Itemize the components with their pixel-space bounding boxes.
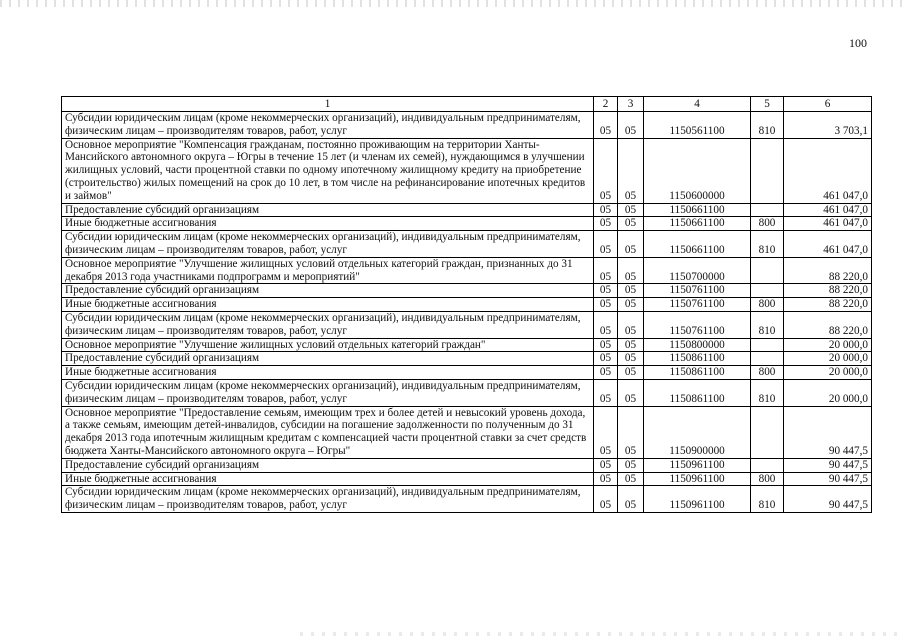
amount-cell: 3 703,1 [784, 112, 872, 139]
subsection-cell: 05 [618, 472, 644, 486]
table-row [62, 284, 872, 298]
expense-type-cell [751, 338, 784, 352]
subsection-cell: 05 [618, 486, 644, 513]
amount-cell: 90 447,5 [784, 406, 872, 458]
column-header: 1 [62, 97, 594, 112]
subsection-cell: 05 [618, 458, 644, 472]
section-cell: 05 [594, 231, 618, 258]
description-cell: Основное мероприятие "Предоставление семьям, имеющим трех и более детей и невысокий уровень дохода, а также семьям, имеющим детей-инвалидов, субсидии на погашение задолженности по полученным до 31 декабря 2013 года ипотечным жилищным кредитам с компенсацией части процентной ставки за счет средств бюджета Ханты-Мансийского автономного округа – Югры" [62, 406, 594, 458]
expense-type-cell [751, 257, 784, 284]
amount-cell: 461 047,0 [784, 217, 872, 231]
table-row [62, 472, 872, 486]
target-article-cell: 1150661100 [644, 231, 751, 258]
table-row [62, 379, 872, 406]
table-row [62, 338, 872, 352]
scan-edge-bottom [300, 632, 900, 636]
expense-type-cell: 800 [751, 298, 784, 312]
column-header: 5 [751, 97, 784, 112]
amount-cell: 88 220,0 [784, 284, 872, 298]
description-cell: Субсидии юридическим лицам (кроме некоммерческих организаций), индивидуальным предпринимателям, физическим лицам – производителям товаров, работ, услуг [62, 486, 594, 513]
section-cell: 05 [594, 406, 618, 458]
expense-type-cell [751, 458, 784, 472]
section-cell: 05 [594, 338, 618, 352]
target-article-cell: 1150661100 [644, 203, 751, 217]
table-row [62, 406, 872, 458]
section-cell: 05 [594, 257, 618, 284]
amount-cell: 461 047,0 [784, 203, 872, 217]
expense-type-cell: 800 [751, 472, 784, 486]
section-cell: 05 [594, 366, 618, 380]
section-cell: 05 [594, 472, 618, 486]
target-article-cell: 1150861100 [644, 352, 751, 366]
section-cell: 05 [594, 298, 618, 312]
target-article-cell: 1150561100 [644, 112, 751, 139]
table-row [62, 257, 872, 284]
expense-type-cell: 810 [751, 112, 784, 139]
subsection-cell: 05 [618, 217, 644, 231]
subsection-cell: 05 [618, 311, 644, 338]
description-cell: Субсидии юридическим лицам (кроме некоммерческих организаций), индивидуальным предпринимателям, физическим лицам – производителям товаров, работ, услуг [62, 379, 594, 406]
header-row [62, 97, 872, 112]
expense-type-cell: 800 [751, 366, 784, 380]
description-cell: Субсидии юридическим лицам (кроме некоммерческих организаций), индивидуальным предпринимателям, физическим лицам – производителям товаров, работ, услуг [62, 112, 594, 139]
expense-type-cell [751, 284, 784, 298]
amount-cell: 20 000,0 [784, 338, 872, 352]
amount-cell: 88 220,0 [784, 257, 872, 284]
section-cell: 05 [594, 486, 618, 513]
scan-edge-top [0, 0, 905, 7]
table-row [62, 203, 872, 217]
target-article-cell: 1150761100 [644, 298, 751, 312]
section-cell: 05 [594, 379, 618, 406]
expense-type-cell: 810 [751, 486, 784, 513]
target-article-cell: 1150761100 [644, 311, 751, 338]
section-cell: 05 [594, 458, 618, 472]
description-cell: Основное мероприятие "Улучшение жилищных условий отдельных категорий граждан, признанных до 31 декабря 2013 года участниками подпрограмм и мероприятий" [62, 257, 594, 284]
budget-table [61, 96, 872, 513]
table-row [62, 298, 872, 312]
description-cell: Предоставление субсидий организациям [62, 284, 594, 298]
target-article-cell: 1150900000 [644, 406, 751, 458]
table-row [62, 458, 872, 472]
amount-cell: 90 447,5 [784, 458, 872, 472]
table-row [62, 112, 872, 139]
target-article-cell: 1150861100 [644, 366, 751, 380]
subsection-cell: 05 [618, 352, 644, 366]
target-article-cell: 1150700000 [644, 257, 751, 284]
column-header: 4 [644, 97, 751, 112]
description-cell: Иные бюджетные ассигнования [62, 217, 594, 231]
target-article-cell: 1150861100 [644, 379, 751, 406]
amount-cell: 20 000,0 [784, 352, 872, 366]
target-article-cell: 1150961100 [644, 472, 751, 486]
description-cell: Основное мероприятие "Улучшение жилищных условий отдельных категорий граждан" [62, 338, 594, 352]
subsection-cell: 05 [618, 257, 644, 284]
table-row [62, 217, 872, 231]
page-number: 100 [849, 36, 867, 50]
column-header: 6 [784, 97, 872, 112]
subsection-cell: 05 [618, 284, 644, 298]
target-article-cell: 1150661100 [644, 217, 751, 231]
subsection-cell: 05 [618, 366, 644, 380]
amount-cell: 461 047,0 [784, 138, 872, 203]
description-cell: Субсидии юридическим лицам (кроме некоммерческих организаций), индивидуальным предпринимателям, физическим лицам – производителям товаров, работ, услуг [62, 311, 594, 338]
target-article-cell: 1150761100 [644, 284, 751, 298]
expense-type-cell [751, 203, 784, 217]
expense-type-cell: 810 [751, 311, 784, 338]
table-row [62, 352, 872, 366]
table-row [62, 486, 872, 513]
section-cell: 05 [594, 112, 618, 139]
description-cell: Иные бюджетные ассигнования [62, 298, 594, 312]
description-cell: Иные бюджетные ассигнования [62, 472, 594, 486]
subsection-cell: 05 [618, 298, 644, 312]
amount-cell: 90 447,5 [784, 486, 872, 513]
target-article-cell: 1150800000 [644, 338, 751, 352]
section-cell: 05 [594, 203, 618, 217]
subsection-cell: 05 [618, 112, 644, 139]
table-row [62, 231, 872, 258]
table-row [62, 366, 872, 380]
section-cell: 05 [594, 138, 618, 203]
description-cell: Предоставление субсидий организациям [62, 458, 594, 472]
expense-type-cell: 810 [751, 379, 784, 406]
subsection-cell: 05 [618, 379, 644, 406]
expense-type-cell [751, 138, 784, 203]
description-cell: Предоставление субсидий организациям [62, 352, 594, 366]
expense-type-cell: 800 [751, 217, 784, 231]
subsection-cell: 05 [618, 203, 644, 217]
column-header: 2 [594, 97, 618, 112]
description-cell: Субсидии юридическим лицам (кроме некоммерческих организаций), индивидуальным предпринимателям, физическим лицам – производителям товаров, работ, услуг [62, 231, 594, 258]
description-cell: Предоставление субсидий организациям [62, 203, 594, 217]
subsection-cell: 05 [618, 338, 644, 352]
amount-cell: 90 447,5 [784, 472, 872, 486]
amount-cell: 88 220,0 [784, 298, 872, 312]
expense-type-cell [751, 406, 784, 458]
amount-cell: 20 000,0 [784, 366, 872, 380]
column-header: 3 [618, 97, 644, 112]
target-article-cell: 1150600000 [644, 138, 751, 203]
description-cell: Иные бюджетные ассигнования [62, 366, 594, 380]
expense-type-cell: 810 [751, 231, 784, 258]
subsection-cell: 05 [618, 406, 644, 458]
section-cell: 05 [594, 352, 618, 366]
section-cell: 05 [594, 217, 618, 231]
description-cell: Основное мероприятие "Компенсация гражданам, постоянно проживающим на территории Ханты-Мансийского автономного округа – Югры в течение 15 лет (и членам их семей), нуждающимся в улучшении жилищных условий, части процентной ставки по одному ипотечному жилищному кредиту на приобретение (строительство) жилых помещений на срок до 10 лет, в том числе на рефинансирование ипотечных кредитов и займов" [62, 138, 594, 203]
expense-type-cell [751, 352, 784, 366]
table-row [62, 311, 872, 338]
section-cell: 05 [594, 311, 618, 338]
section-cell: 05 [594, 284, 618, 298]
amount-cell: 461 047,0 [784, 231, 872, 258]
table-row [62, 138, 872, 203]
subsection-cell: 05 [618, 231, 644, 258]
subsection-cell: 05 [618, 138, 644, 203]
target-article-cell: 1150961100 [644, 486, 751, 513]
amount-cell: 20 000,0 [784, 379, 872, 406]
target-article-cell: 1150961100 [644, 458, 751, 472]
amount-cell: 88 220,0 [784, 311, 872, 338]
